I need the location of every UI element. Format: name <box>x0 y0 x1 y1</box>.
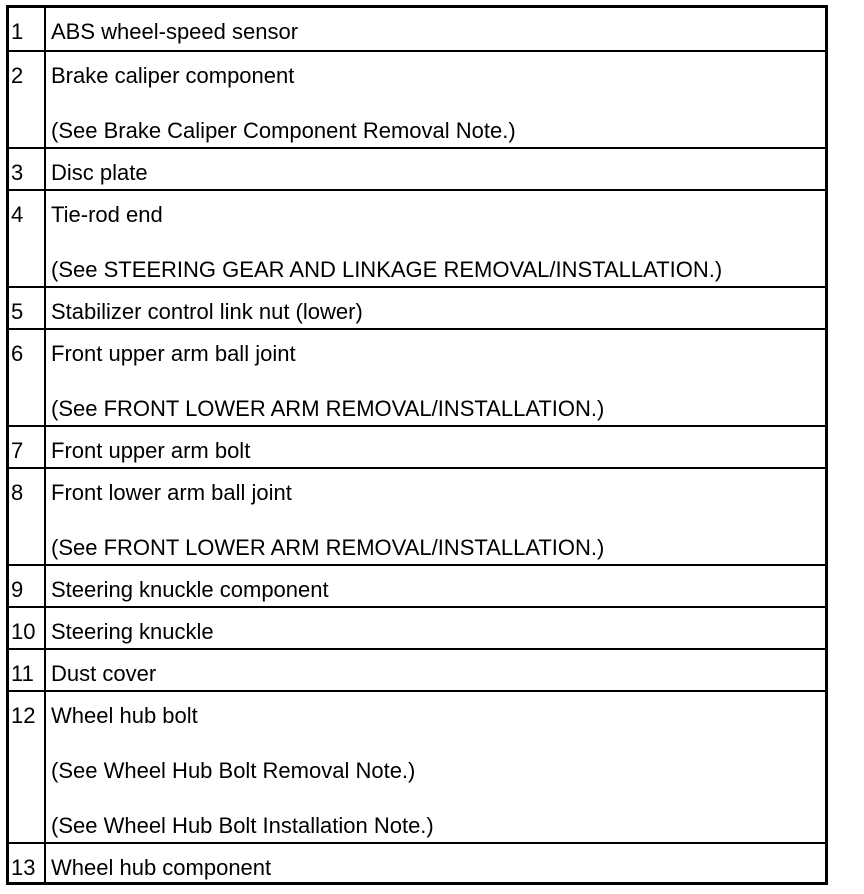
item-name: Front lower arm ball joint <box>51 480 292 505</box>
table-row <box>9 467 825 564</box>
table-row <box>9 286 825 328</box>
item-description <box>46 469 825 564</box>
item-name: ABS wheel-speed sensor <box>51 19 299 44</box>
item-description <box>46 149 825 189</box>
table-row <box>9 8 825 50</box>
item-name: Front upper arm ball joint <box>51 341 296 366</box>
table-row <box>9 328 825 425</box>
item-description <box>46 288 825 328</box>
item-description <box>46 692 825 842</box>
item-name: Disc plate <box>51 160 148 185</box>
item-number: 1 <box>9 8 46 50</box>
item-description <box>46 650 825 690</box>
item-description <box>46 330 825 425</box>
item-name: Front upper arm bolt <box>51 438 251 463</box>
item-note: (See FRONT LOWER ARM REMOVAL/INSTALLATION.) <box>51 535 605 560</box>
item-number: 11 <box>9 650 46 690</box>
item-number: 3 <box>9 149 46 189</box>
item-name: Wheel hub bolt <box>51 703 198 728</box>
item-name: Steering knuckle component <box>51 577 329 602</box>
item-name: Brake caliper component <box>51 63 295 88</box>
item-note: (See Brake Caliper Component Removal Note.) <box>51 118 516 143</box>
item-number: 13 <box>9 844 46 882</box>
item-name: Stabilizer control link nut (lower) <box>51 299 363 324</box>
item-number: 10 <box>9 608 46 648</box>
item-number: 7 <box>9 427 46 467</box>
item-name: Steering knuckle <box>51 619 214 644</box>
table-row <box>9 425 825 467</box>
item-description <box>46 191 825 286</box>
table-row <box>9 189 825 286</box>
item-note: (See STEERING GEAR AND LINKAGE REMOVAL/INSTALLATION.) <box>51 257 723 282</box>
item-name: Dust cover <box>51 661 157 686</box>
parts-table <box>6 5 828 885</box>
item-number: 8 <box>9 469 46 564</box>
table-row <box>9 50 825 147</box>
item-description <box>46 427 825 467</box>
item-number: 6 <box>9 330 46 425</box>
table-row <box>9 606 825 648</box>
item-description <box>46 844 825 882</box>
item-number: 4 <box>9 191 46 286</box>
item-description <box>46 608 825 648</box>
item-description <box>46 566 825 606</box>
item-number: 2 <box>9 52 46 147</box>
item-note: (See Wheel Hub Bolt Installation Note.) <box>51 813 434 838</box>
table-row <box>9 564 825 606</box>
table-row <box>9 690 825 842</box>
item-name: Tie-rod end <box>51 202 163 227</box>
item-name: Wheel hub component <box>51 855 272 880</box>
table-row <box>9 648 825 690</box>
item-number: 12 <box>9 692 46 842</box>
item-note: (See Wheel Hub Bolt Removal Note.) <box>51 758 416 783</box>
table-row <box>9 842 825 882</box>
table-row <box>9 147 825 189</box>
item-description <box>46 52 825 147</box>
item-note: (See FRONT LOWER ARM REMOVAL/INSTALLATION.) <box>51 396 605 421</box>
item-number: 9 <box>9 566 46 606</box>
item-description <box>46 8 825 50</box>
item-number: 5 <box>9 288 46 328</box>
